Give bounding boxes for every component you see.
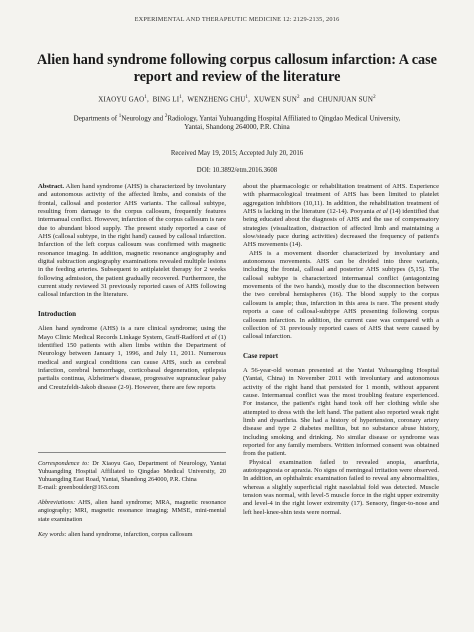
author-affil-sup: 2 (296, 95, 300, 100)
author-list: XIAOYU GAO$^1$, BING $LI^1$, WENZHENG CHU$^1$, XUWEN SUN$^2$ and CHUNJUAN SUN$^2$ (98, 95, 376, 104)
intro-italic: et al (204, 333, 217, 341)
keywords-label: Key words: (38, 530, 67, 538)
body-paragraph (243, 183, 439, 250)
body-paragraph: AHS is a movement disorder characterized by involuntary and autonomous movements. AHS can be divided into three variants, including the frontal, callosal and posterior AHS subtypes (5,15). The callosal subtype is characterized intermanual conflict (antagonizing movements of the two hands), mostly due to the disconnection between the two cerebral hemispheres (16). The blood supply to the corpus callosum is ample; thus, infarction in this area is rare. The present study reports a case of callosal-subtype AHS presenting following corpus callosum infarction. In addition, the current case was compared with a collection of 31 previously reported cases of AHS that were caused by callosal infarction. (243, 249, 439, 341)
body-paragraph: A 56-year-old woman presented at the Yantai Yuhuangding Hospital (Yantai, China) in November 2011 with involuntary and autonomous activity of the right hand that persisted for 1 month, without apparent cause. Intermanual conflict was the most troubling feature experienced. For instance, the patient's right hand took off her clothing while she attempted to dress with the left hand. The patient also reported weak right limb and dysarthria. She had a history of hypertension, coronary artery disease and type 2 diabetes mellitus, but no substance abuse history, including smoking and drinking. No similar disease or syndrome was reported for any family members. Written informed consent was obtained from the patient. (243, 366, 439, 458)
correspondence-email[interactable]: E-mail: greenboulder@163.com (38, 484, 120, 492)
author-conjunction: and (303, 95, 314, 104)
affiliation-address: Yantai, Shandong 264000, P.R. China (184, 123, 290, 132)
running-head: EXPERIMENTAL AND THERAPEUTIC MEDICINE 12: 2129-2135, 2016 (134, 16, 340, 23)
author-affil-sup: 1 (245, 95, 249, 100)
abstract-text: Alien hand syndrome (AHS) is characterized by involuntary and autonomous activity of the affected limbs, and consists of the frontal, callosal and posterior AHS variants. The callosal subtype, resulting from damage to the corpus callosum, frequently features intermanual conflict. However, infarction of the corpus callosum is rare due to abundant blood supply. The present study reported a case of AHS (callosal subtype, in the right hand) caused by callosal infarction. Infarction of the left corpus callosum was confirmed with magnetic resonance imaging. In addition, magnetic resonance angiography and digital subtraction angiography examinations revealed multiple lesions in the feeding arteries. Subsequent to antiplatelet therapy for 2 weeks following admission, the patient gradually recovered. Furthermore, the current study reviewed 31 previously reported cases of AHS following callosal infarction in the literature. (38, 183, 226, 299)
author-affil-sup: 2 (373, 95, 376, 100)
correspondence-note (38, 460, 226, 492)
author-name: WENZHENG CHU (187, 95, 246, 104)
correspondence-label: Correspondence to: (38, 460, 90, 467)
affiliation-prefix: Departments of (73, 114, 118, 123)
left-column (38, 183, 226, 392)
abbreviations-text: AHS, alien hand syndrome; MRA, magnetic resonance angiography; MRI, magnetic resonance imaging; MMSE, mini-mental state examination (38, 499, 226, 523)
keywords-text: alien hand syndrome, infarction, corpus callosum (66, 530, 193, 538)
paper-title: Alien hand syndrome following corpus callosum infarction: A case report and review of the literature (37, 52, 437, 85)
abbreviations-label: Abbreviations: (38, 499, 76, 507)
body-text: about the pharmacologic or rehabilitation treatment of AHS. Experience with pharmacological treatment of AHS has been limited to platelet aggregation inhibitors (10,11). In addition, the rehabilitation treatment of AHS is lacking in the literature (12-14). Pooyania (243, 183, 439, 216)
author-name: XUWEN SUN (253, 95, 297, 104)
affiliation-sup: 2 (164, 114, 168, 119)
author-name: XIAOYU GAO (98, 95, 145, 104)
author-name: BING LI (152, 95, 180, 104)
introduction-paragraph (38, 325, 226, 392)
section-heading-case-report: Case report (243, 351, 279, 360)
intro-text: (1) identified 150 patients with alien limbs within the Department of Neurology between January 1, 1996, and July 11, 2011. Numerous medical and surgical conditions can cause AHS, such as cerebral infarction, cerebral hemorrhage, corticobasal degeneration, epilepsia partialis continua, Alzheimer's disease, progressive supranuclear palsy and Creutzfeldt-Jakob disease (2-9). However, there are few reports (38, 333, 226, 391)
body-italic: et al (376, 208, 388, 216)
affiliation-sup: 1 (118, 114, 122, 119)
doi-link[interactable]: DOI: 10.3892/etm.2016.3608 (196, 167, 278, 174)
affiliation-dept: Radiology, Yantai Yuhuangding Hospital Affiliated to Qingdao Medical University, (167, 114, 401, 123)
author-affil-sup: 1 (179, 95, 182, 100)
right-column (243, 183, 439, 517)
body-text: (14) identified that being educated about the diagnosis of AHS and the use of compensatory strategies (visualization, distraction of affected limb and maintaining a slow/steady pace during activities) decreased the frequency of patient's AHS movements (14). (243, 208, 439, 249)
affiliation-dept: Neurology and (121, 114, 164, 123)
abstract (38, 183, 226, 300)
footnotes (38, 460, 226, 546)
abbreviations-note (38, 499, 226, 523)
abstract-label: Abstract. (38, 183, 64, 190)
affiliation (30, 112, 444, 132)
intro-text: Alien hand syndrome (AHS) is a rare clinical syndrome; using the Mayo Clinic Medical Records Linkage System, Graff-Radford (38, 325, 226, 341)
keywords-note (38, 531, 226, 539)
section-heading-introduction: Introduction (38, 309, 76, 318)
correspondence-text: Dr Xiaoyu Gao, Department of Neurology, Yantai Yuhuangding Hospital Affiliated to Qingdao Medical University, 20 Yuhuangding East Road, Yantai, Shandong 264000, P.R. China (38, 460, 226, 484)
received-accepted-dates: Received May 19, 2015; Accepted July 20, 2016 (170, 150, 304, 157)
footnote-divider (38, 452, 226, 453)
author-name: CHUNJUAN SUN (317, 95, 374, 104)
author-affil-sup: 1 (144, 95, 147, 100)
body-paragraph: Physical examination failed to revealed anopia, anarthria, autotopagnosia or apraxia. No signs of meningeal irritation were observed. In addition, an ophthalmic examination failed to reveal any abnormalities, whereas a slightly superficial right nasolabial fold was detected. Muscle tension was normal, with level-5 muscle force in the right upper extremity and level-4 in the right lower extremity (17). Sensory, finger-to-nose and left heel-knee-shin tests were normal. (243, 458, 439, 516)
